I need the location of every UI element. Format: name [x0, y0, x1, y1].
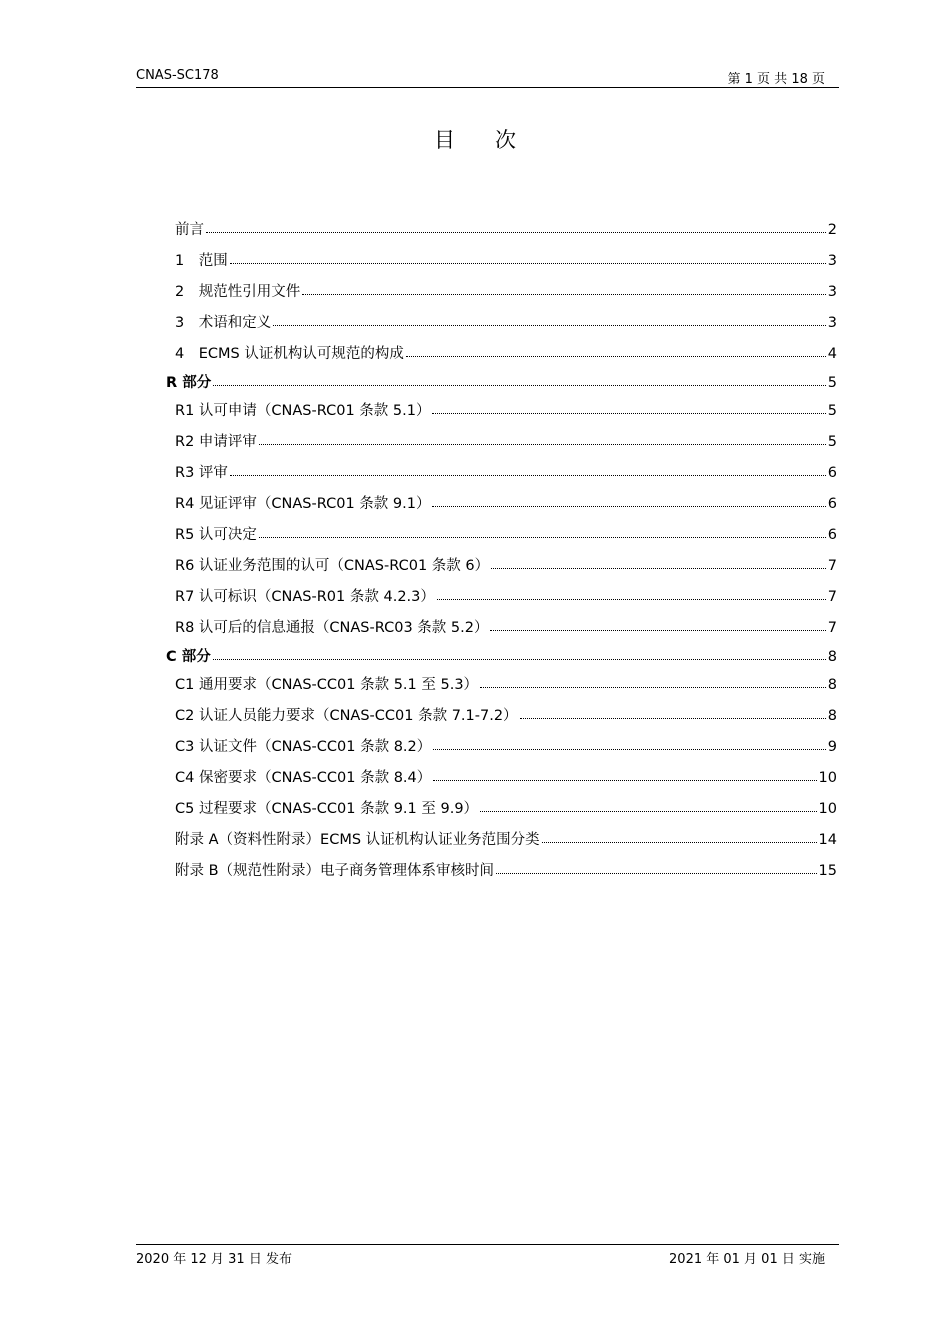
toc-entry-page: 10 [818, 770, 837, 786]
toc-leader-dots [480, 686, 826, 688]
toc-entry-appendix-a[interactable] [166, 828, 837, 848]
toc-leader-dots [302, 293, 826, 295]
toc-leader-dots [437, 598, 826, 600]
toc-entry-r5[interactable] [166, 523, 837, 543]
toc-leader-dots [206, 231, 826, 233]
toc-leader-dots [230, 262, 826, 264]
page-number-info: 第 1 页 共 18 页 [727, 72, 825, 87]
toc-entry-page: 5 [827, 434, 837, 450]
toc-entry-page: 6 [827, 527, 837, 543]
toc-leader-dots [432, 412, 825, 414]
toc-entry-r1[interactable] [166, 399, 837, 419]
toc-entry-label: R2 申请评审 [175, 434, 257, 450]
toc-entry-label: C4 保密要求（CNAS-CC01 条款 8.4） [175, 770, 432, 786]
toc-entry-label: 4 ECMS 认证机构认可规范的构成 [175, 346, 404, 362]
toc-leader-dots [496, 872, 816, 874]
toc-entry-c3[interactable] [166, 735, 837, 755]
toc-entry-terms[interactable] [166, 311, 837, 331]
toc-entry-label: C3 认证文件（CNAS-CC01 条款 8.2） [175, 739, 432, 755]
toc-entry-page: 5 [827, 403, 837, 419]
toc-entry-label: R5 认可决定 [175, 527, 257, 543]
toc-entry-scope[interactable] [166, 249, 837, 269]
toc-entry-structure[interactable] [166, 342, 837, 362]
toc-leader-dots [432, 505, 825, 507]
toc-entry-c2[interactable] [166, 704, 837, 724]
toc-entry-r6[interactable] [166, 554, 837, 574]
toc-entry-label: C2 认证人员能力要求（CNAS-CC01 条款 7.1-7.2） [175, 708, 518, 724]
toc-entry-page: 8 [827, 649, 837, 665]
toc-entry-page: 2 [827, 222, 837, 238]
toc-entry-r3[interactable] [166, 461, 837, 481]
toc-entry-page: 8 [827, 708, 837, 724]
issue-date: 2020 年 12 月 31 日 发布 [136, 1252, 292, 1267]
toc-entry-label: 2 规范性引用文件 [175, 284, 301, 300]
toc-leader-dots [491, 567, 826, 569]
toc-leader-dots [433, 779, 816, 781]
toc-entry-c4[interactable] [166, 766, 837, 786]
toc-entry-page: 3 [827, 315, 837, 331]
toc-entry-r8[interactable] [166, 616, 837, 636]
page-footer [136, 1244, 839, 1267]
page-title: 目次 [434, 128, 556, 152]
toc-entry-part-r[interactable] [166, 371, 837, 391]
toc-entry-r4[interactable] [166, 492, 837, 512]
toc-entry-label: R4 见证评审（CNAS-RC01 条款 9.1） [175, 496, 431, 512]
toc-entry-page: 5 [827, 375, 837, 391]
toc-entry-page: 7 [827, 620, 837, 636]
toc-leader-dots [433, 748, 826, 750]
effective-date: 2021 年 01 月 01 日 实施 [669, 1252, 825, 1267]
toc-entry-page: 7 [827, 589, 837, 605]
toc-leader-dots [520, 717, 826, 719]
document-id: CNAS-SC178 [136, 68, 219, 83]
toc-leader-dots [213, 658, 826, 660]
toc-entry-page: 10 [818, 801, 837, 817]
toc-entry-page: 3 [827, 284, 837, 300]
toc-entry-label: 附录 A（资料性附录）ECMS 认证机构认证业务范围分类 [175, 832, 540, 848]
toc-entry-page: 6 [827, 496, 837, 512]
toc-entry-label: R3 评审 [175, 465, 228, 481]
toc-leader-dots [490, 629, 825, 631]
toc-entry-page: 8 [827, 677, 837, 693]
toc-leader-dots [259, 443, 826, 445]
toc-entry-page: 6 [827, 465, 837, 481]
toc-leader-dots [259, 536, 826, 538]
toc-entry-page: 9 [827, 739, 837, 755]
toc-entry-foreword[interactable] [166, 218, 837, 238]
toc-entry-label: R1 认可申请（CNAS-RC01 条款 5.1） [175, 403, 431, 419]
toc-entry-label: 3 术语和定义 [175, 315, 272, 331]
toc-leader-dots [273, 324, 826, 326]
toc-entry-r2[interactable] [166, 430, 837, 450]
toc-entry-page: 14 [818, 832, 837, 848]
toc-entry-page: 4 [827, 346, 837, 362]
toc-entry-page: 3 [827, 253, 837, 269]
toc-entry-label: 附录 B（规范性附录）电子商务管理体系审核时间 [175, 863, 495, 879]
toc-entry-label: C5 过程要求（CNAS-CC01 条款 9.1 至 9.9） [175, 801, 479, 817]
toc-entry-appendix-b[interactable] [166, 859, 837, 879]
toc-entry-label: 前言 [175, 222, 204, 238]
toc-leader-dots [230, 474, 826, 476]
toc-leader-dots [213, 384, 826, 386]
toc-entry-part-c[interactable] [166, 645, 837, 665]
toc-entry-label: 1 范围 [175, 253, 228, 269]
toc-entry-label: C1 通用要求（CNAS-CC01 条款 5.1 至 5.3） [175, 677, 479, 693]
toc-leader-dots [542, 841, 817, 843]
toc-leader-dots [406, 355, 826, 357]
toc-entry-label: R6 认证业务范围的认可（CNAS-RC01 条款 6） [175, 558, 490, 574]
toc-entry-label: C 部分 [166, 649, 211, 665]
page-header [136, 67, 839, 88]
toc-entry-page: 15 [818, 863, 837, 879]
toc-entry-label: R 部分 [166, 375, 212, 391]
toc-entry-label: R7 认可标识（CNAS-R01 条款 4.2.3） [175, 589, 435, 605]
toc-entry-r7[interactable] [166, 585, 837, 605]
toc-entry-c1[interactable] [166, 673, 837, 693]
toc-leader-dots [480, 810, 817, 812]
toc-entry-normative-references[interactable] [166, 280, 837, 300]
toc-entry-label: R8 认可后的信息通报（CNAS-RC03 条款 5.2） [175, 620, 489, 636]
toc-entry-c5[interactable] [166, 797, 837, 817]
toc-entry-page: 7 [827, 558, 837, 574]
